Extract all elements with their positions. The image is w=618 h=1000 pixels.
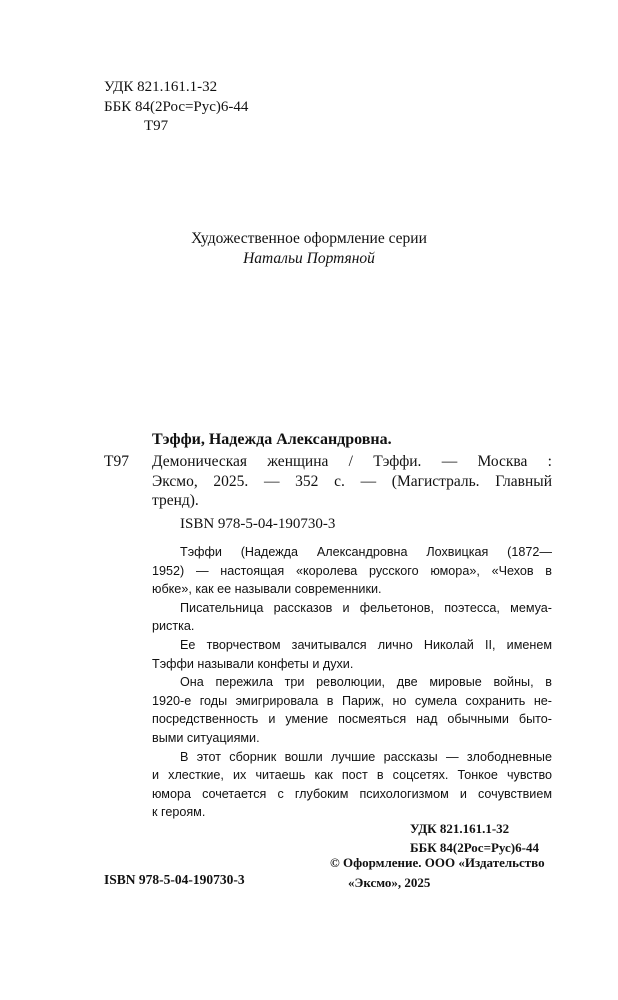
author-sign: Т97: [104, 453, 129, 470]
annotation-line: юбке», как ее называли современники.: [152, 582, 382, 597]
isbn-description: ISBN 978-5-04-190730-3: [180, 516, 336, 532]
annotation-paragraph: [152, 748, 552, 822]
bbk-code-bottom: ББК 84(2Рос=Рус)6-44: [410, 839, 539, 855]
series-design-label: Художественное оформление серии: [191, 230, 427, 247]
bbk-code: ББК 84(2Рос=Рус)6-44: [104, 98, 249, 115]
series-design-credit: [0, 229, 618, 269]
copyright-line: «Эксмо», 2025: [348, 875, 431, 890]
classification-block-bottom: [410, 820, 539, 857]
author-sign-top: Т97: [144, 118, 169, 134]
annotation-line: к героям.: [152, 805, 206, 820]
annotation-line: посредственность и умение посмеяться над обычными быто-: [152, 712, 552, 727]
copyright-notice: [330, 853, 545, 893]
description-line: Демоническая женщина / Тэффи. — Москва :: [152, 453, 552, 470]
annotation-paragraph: [152, 636, 552, 673]
annotation-line: выми ситуациями.: [152, 730, 260, 745]
description-line: Эксмо, 2025. — 352 с. — (Магистраль. Главный: [152, 472, 552, 490]
bibliographic-description: [152, 452, 552, 511]
classification-block: [104, 78, 248, 137]
annotation-line: Тэффи называли конфеты и духи.: [152, 656, 354, 671]
description-line: тренд).: [152, 492, 199, 509]
annotation-line: ристка.: [152, 619, 195, 634]
series-design-artist: Натальи Портяной: [243, 250, 375, 267]
isbn-footer: ISBN 978-5-04-190730-3: [104, 872, 245, 887]
annotation-line: 1920-е годы эмигрировала в Париж, но сумела сохранить не-: [152, 693, 552, 708]
copyright-line: © Оформление. ООО «Издательство: [330, 855, 545, 870]
bibliographic-author: Тэффи, Надежда Александровна.: [152, 431, 392, 448]
annotation-line: Она пережила три революции, две мировые войны, в: [180, 675, 552, 690]
annotation-line: В этот сборник вошли лучшие рассказы — злободневные: [180, 749, 552, 764]
udk-code: УДК 821.161.1-32: [104, 79, 218, 95]
udk-code-bottom: УДК 821.161.1-32: [410, 821, 510, 836]
annotation-line: Писательница рассказов и фельетонов, поэтесса, мемуа-: [180, 600, 552, 615]
annotation-paragraph: [152, 543, 552, 599]
annotation-line: и хлесткие, их читаешь как пост в соцсетях. Тонкое чувство: [152, 768, 552, 783]
annotation-line: Тэффи (Надежда Александровна Лохвицкая (1872—: [180, 545, 552, 559]
annotation-line: Ее творчеством зачитывался лично Николай II, именем: [180, 637, 552, 652]
annotation-paragraph: [152, 673, 552, 747]
annotation-paragraph: [152, 599, 552, 636]
annotation: [152, 543, 552, 822]
annotation-line: юмора сочетается с глубоким психологизмом и сочувствием: [152, 786, 552, 801]
annotation-line: 1952) — настоящая «королева русского юмора», «Чехов в: [152, 563, 552, 578]
